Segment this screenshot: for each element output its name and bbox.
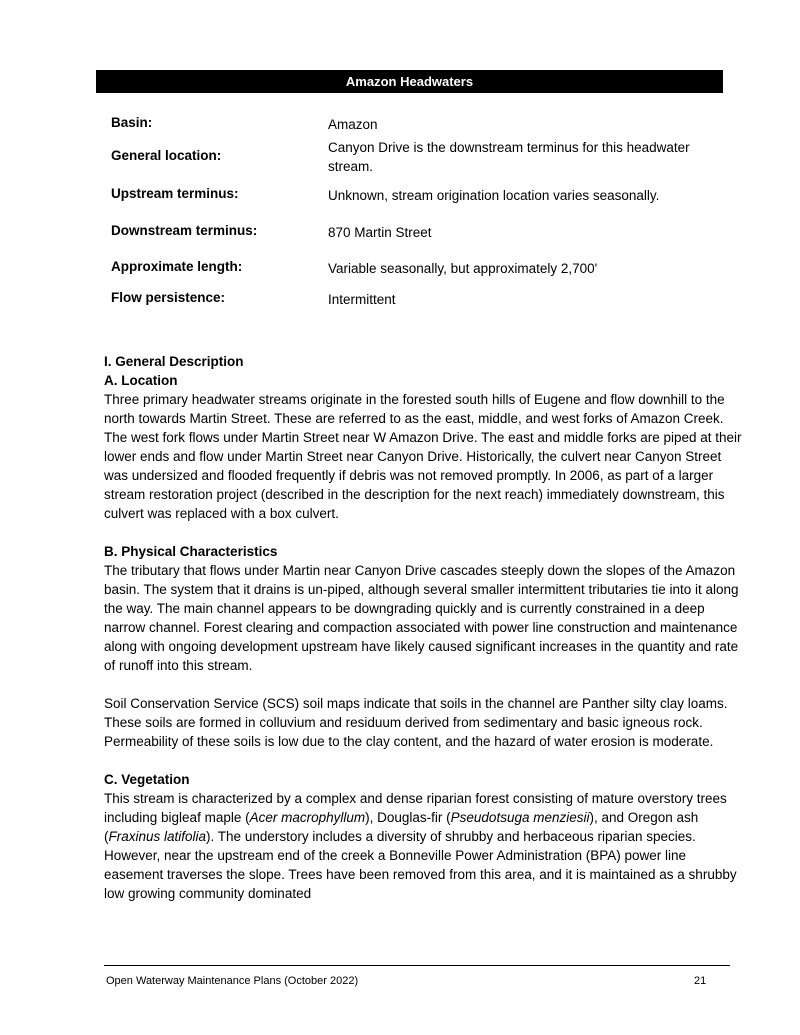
footer-document-title: Open Waterway Maintenance Plans (October 2022) xyxy=(106,975,359,987)
species-name: Pseudotsuga menziesii xyxy=(450,810,590,825)
table-title: Amazon Headwaters xyxy=(96,70,723,93)
info-value: Unknown, stream origination location varies seasonally. xyxy=(328,188,660,203)
info-label: Flow persistence: xyxy=(111,290,226,305)
body-text xyxy=(104,352,744,903)
location-paragraph: Three primary headwater streams originate in the forested south hills of Eugene and flow downhill to the north towards Martin Street. These are referred to as the east, middle, and west forks of Amazon Creek. The west fork flows under Martin Street near W Amazon Drive. The east and middle forks are piped at their lower ends and flow under Martin Street near Canyon Drive. Historically, the culvert near Canyon Street was undersized and flooded frequently if debris was not removed promptly. In 2006, as part of a larger stream restoration project (described in the description for the next reach) immediately downstream, this culvert was replaced with a box culvert. xyxy=(104,392,742,521)
subsection-heading-physical: B. Physical Characteristics xyxy=(104,544,278,559)
species-name: Acer macrophyllum xyxy=(249,810,366,825)
info-value: Variable seasonally, but approximately 2,700' xyxy=(328,261,598,276)
info-value: Amazon xyxy=(328,117,378,132)
physical-paragraph-2: Soil Conservation Service (SCS) soil maps indicate that soils in the channel are Panther silty clay loams. These soils are formed in colluvium and residuum derived from sedimentary and basic igneous rock. Permeability of these soils is low due to the clay content, and the hazard of water erosion is moderate. xyxy=(104,696,728,749)
info-value: 870 Martin Street xyxy=(328,225,432,240)
section-heading-general: I. General Description xyxy=(104,354,244,369)
subsection-heading-location: A. Location xyxy=(104,373,178,388)
physical-paragraph-1: The tributary that flows under Martin near Canyon Drive cascades steeply down the slopes of the Amazon basin. The system that it drains is un-piped, although several smaller intermittent tributaries tie into it along the way. The main channel appears to be downgrading quickly and is currently constrained in a deep narrow channel. Forest clearing and compaction associated with power line construction and maintenance along with ongoing development upstream have likely caused significant increases in the quantity and rate of runoff into this stream. xyxy=(104,563,739,673)
info-label: Basin: xyxy=(111,115,153,130)
vegetation-paragraph: This stream is characterized by a complex and dense riparian forest consisting of mature overstory trees including bigleaf maple (Acer macrophyllum), Douglas-fir (Pseudotsuga menziesii), and Oregon ash (Fraxinus latifolia). The understory includes a diversity of shrubby and herbaceous riparian species. However, near the upstream end of the creek a Bonneville Power Administration (BPA) power line easement traverses the slope. Trees have been removed from this area, and it is maintained as a shrubby low growing community dominated xyxy=(104,791,737,901)
info-label: Upstream terminus: xyxy=(111,186,239,201)
species-name: Fraxinus latifolia xyxy=(108,829,207,844)
info-label: Downstream terminus: xyxy=(111,223,258,238)
page-number: 21 xyxy=(694,975,707,987)
footer-divider xyxy=(104,965,730,966)
subsection-heading-vegetation: C. Vegetation xyxy=(104,772,190,787)
info-label: General location: xyxy=(111,148,222,163)
info-value: Canyon Drive is the downstream terminus for this headwater stream. xyxy=(328,140,690,174)
info-label: Approximate length: xyxy=(111,259,243,274)
info-value: Intermittent xyxy=(328,292,396,307)
